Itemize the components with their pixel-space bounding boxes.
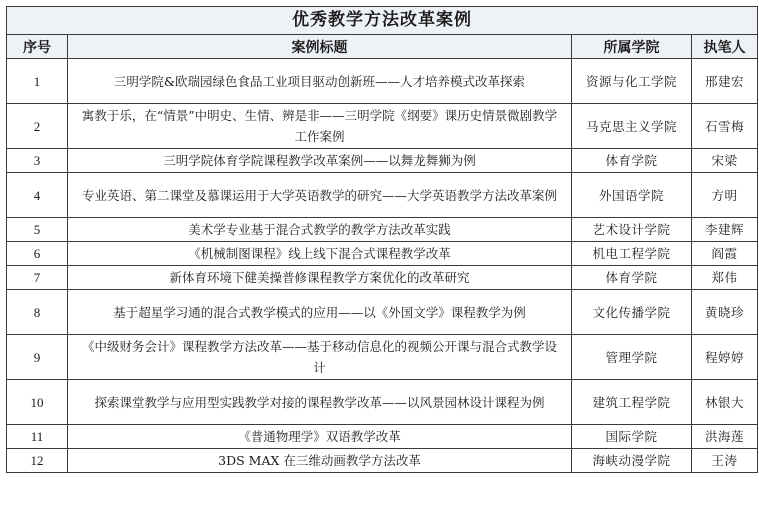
row-index: 9: [7, 335, 68, 380]
row-author: 王涛: [692, 449, 758, 473]
row-college: 资源与化工学院: [572, 59, 692, 104]
row-case-title: 基于超星学习通的混合式教学模式的应用——以《外国文学》课程教学为例: [68, 290, 572, 335]
row-college: 外国语学院: [572, 173, 692, 218]
row-college: 海峡动漫学院: [572, 449, 692, 473]
table-row: [7, 104, 758, 149]
row-case-title: 新体育环境下健美操普修课程教学方案优化的改革研究: [68, 266, 572, 290]
header-author: 执笔人: [692, 35, 758, 59]
table-row: [7, 59, 758, 104]
row-index: 3: [7, 149, 68, 173]
table-row: [7, 449, 758, 473]
row-index: 2: [7, 104, 68, 149]
row-index: 11: [7, 425, 68, 449]
row-college: 艺术设计学院: [572, 218, 692, 242]
table-row: [7, 149, 758, 173]
row-college: 马克思主义学院: [572, 104, 692, 149]
row-case-title: 三明学院&欧瑞园绿色食品工业项目驱动创新班——人才培养模式改革探索: [68, 59, 572, 104]
row-author: 郑伟: [692, 266, 758, 290]
row-case-title: 《中级财务会计》课程教学方法改革——基于移动信息化的视频公开课与混合式教学设计: [68, 335, 572, 380]
row-college: 建筑工程学院: [572, 380, 692, 425]
row-index: 10: [7, 380, 68, 425]
row-author: 阎霞: [692, 242, 758, 266]
row-case-title: 寓教于乐，在“情景”中明史、生情、辨是非——三明学院《纲要》课历史情景微剧教学工作案例: [68, 104, 572, 149]
row-index: 5: [7, 218, 68, 242]
row-author: 方明: [692, 173, 758, 218]
row-index: 7: [7, 266, 68, 290]
row-college: 体育学院: [572, 149, 692, 173]
row-index: 4: [7, 173, 68, 218]
row-case-title: 专业英语、第二课堂及慕课运用于大学英语教学的研究——大学英语教学方法改革案例: [68, 173, 572, 218]
row-author: 程婷婷: [692, 335, 758, 380]
row-index: 1: [7, 59, 68, 104]
row-author: 李建辉: [692, 218, 758, 242]
row-index: 8: [7, 290, 68, 335]
row-college: 管理学院: [572, 335, 692, 380]
row-college: 文化传播学院: [572, 290, 692, 335]
header-case-title: 案例标题: [68, 35, 572, 59]
row-author: 宋梁: [692, 149, 758, 173]
row-case-title: 《机械制图课程》线上线下混合式课程教学改革: [68, 242, 572, 266]
row-case-title: 探索课堂教学与应用型实践教学对接的课程教学改革——以风景园林设计课程为例: [68, 380, 572, 425]
row-index: 6: [7, 242, 68, 266]
table-row: [7, 218, 758, 242]
row-college: 机电工程学院: [572, 242, 692, 266]
case-table-container: [6, 6, 757, 473]
case-table: [6, 6, 758, 473]
row-author: 黄晓珍: [692, 290, 758, 335]
table-title: 优秀教学方法改革案例: [7, 7, 758, 35]
row-author: 邢建宏: [692, 59, 758, 104]
table-row: [7, 173, 758, 218]
header-index: 序号: [7, 35, 68, 59]
header-college: 所属学院: [572, 35, 692, 59]
table-row: [7, 335, 758, 380]
table-row: [7, 425, 758, 449]
row-college: 国际学院: [572, 425, 692, 449]
row-case-title: 三明学院体育学院课程教学改革案例——以舞龙舞狮为例: [68, 149, 572, 173]
row-author: 石雪梅: [692, 104, 758, 149]
table-row: [7, 290, 758, 335]
table-row: [7, 242, 758, 266]
row-author: 洪海莲: [692, 425, 758, 449]
row-author: 林银大: [692, 380, 758, 425]
table-row: [7, 380, 758, 425]
row-college: 体育学院: [572, 266, 692, 290]
row-case-title: 3DS MAX 在三维动画教学方法改革: [68, 449, 572, 473]
table-row: [7, 266, 758, 290]
row-index: 12: [7, 449, 68, 473]
row-case-title: 《普通物理学》双语教学改革: [68, 425, 572, 449]
row-case-title: 美术学专业基于混合式教学的教学方法改革实践: [68, 218, 572, 242]
